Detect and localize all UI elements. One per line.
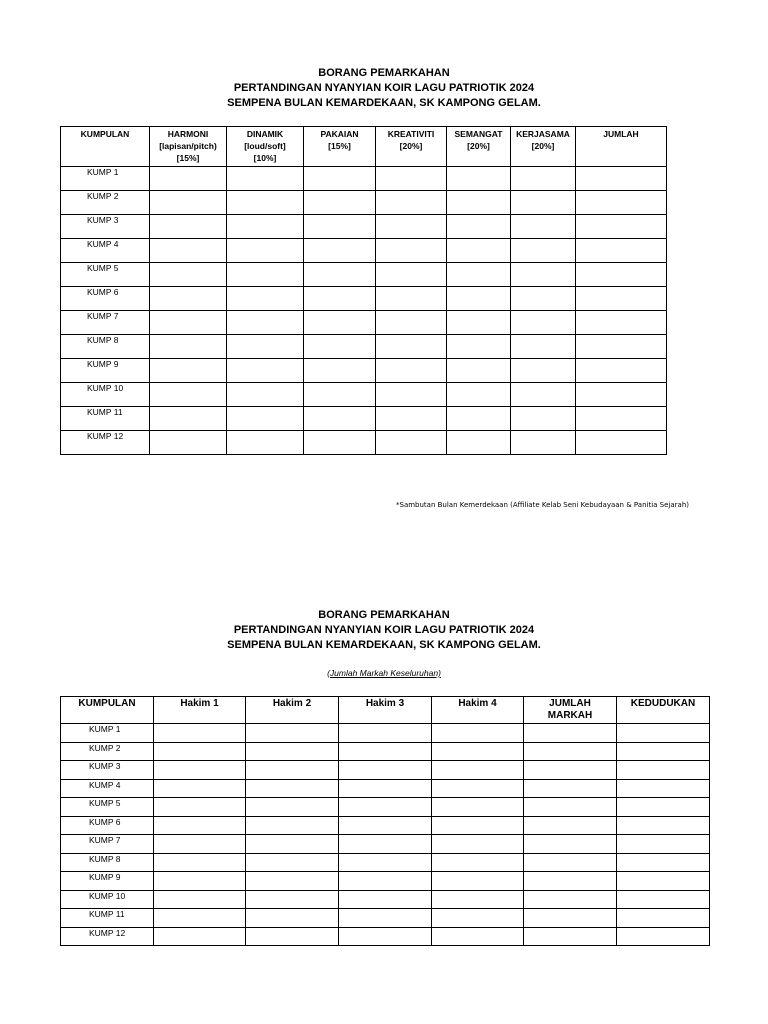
table-row [61,311,667,335]
score-cell[interactable] [617,909,710,928]
score-cell[interactable] [432,779,524,798]
form1-title [0,66,768,111]
footnote: *Sambutan Bulan Kemerdekaan (Affiliate Kelab Seni Kebudayaan & Panitia Sejarah) [396,501,689,509]
group-label: KUMP 3 [61,761,154,780]
score-cell[interactable] [154,835,246,854]
column-header [432,697,524,724]
score-cell[interactable] [227,407,304,431]
group-label: KUMP 10 [61,383,150,407]
table-row [61,191,667,215]
score-cell[interactable] [511,311,576,335]
score-cell[interactable] [524,798,617,817]
score-cell[interactable] [304,287,376,311]
score-cell[interactable] [447,167,511,191]
score-cell[interactable] [154,853,246,872]
column-header-line: KREATIVITI [387,129,435,139]
score-cell[interactable] [304,431,376,455]
score-cell[interactable] [447,431,511,455]
score-cell[interactable] [447,311,511,335]
score-cell[interactable] [376,311,447,335]
score-table-criteria [60,126,667,455]
score-cell[interactable] [376,167,447,191]
score-cell[interactable] [524,890,617,909]
score-cell[interactable] [154,909,246,928]
score-cell[interactable] [447,335,511,359]
score-cell[interactable] [150,383,227,407]
score-cell[interactable] [432,742,524,761]
table-row [61,239,667,263]
score-cell[interactable] [246,816,339,835]
column-header [304,127,376,167]
group-label: KUMP 11 [61,909,154,928]
column-header [576,127,667,167]
form2-title-line: SEMPENA BULAN KEMARDEKAAN, SK KAMPONG GELAM. [227,639,541,651]
score-cell[interactable] [246,853,339,872]
score-cell[interactable] [576,407,667,431]
column-header-line: Hakim 3 [365,698,405,709]
score-cell[interactable] [304,407,376,431]
group-label: KUMP 8 [61,335,150,359]
score-cell[interactable] [432,872,524,891]
column-header-line: Hakim 1 [180,698,219,709]
score-cell[interactable] [447,239,511,263]
score-cell[interactable] [246,890,339,909]
table-row [61,779,710,798]
score-cell[interactable] [227,263,304,287]
group-label: KUMP 1 [61,167,150,191]
score-cell[interactable] [154,816,246,835]
score-cell[interactable] [246,927,339,946]
score-cell[interactable] [617,872,710,891]
table-header-row [61,127,667,167]
score-cell[interactable] [339,761,432,780]
table-row [61,383,667,407]
column-header [524,697,617,724]
score-cell[interactable] [524,909,617,928]
score-cell[interactable] [511,287,576,311]
table-row [61,890,710,909]
score-cell[interactable] [376,215,447,239]
score-cell[interactable] [432,890,524,909]
form1-title-line: BORANG PEMARKAHAN [318,67,450,79]
score-cell[interactable] [576,335,667,359]
score-cell[interactable] [511,383,576,407]
column-header-line: [lapisan/pitch) [159,141,217,151]
group-label: KUMP 6 [61,287,150,311]
column-header-line: KEDUDUKAN [630,698,696,709]
score-cell[interactable] [617,927,710,946]
score-cell[interactable] [154,890,246,909]
score-cell[interactable] [617,853,710,872]
column-header-line: SEMANGAT [454,129,503,139]
column-header-line: KUMPULAN [80,129,130,139]
column-header [246,697,339,724]
score-cell[interactable] [617,890,710,909]
score-cell[interactable] [150,407,227,431]
score-cell[interactable] [246,724,339,743]
score-cell[interactable] [576,215,667,239]
column-header [154,697,246,724]
score-cell[interactable] [246,779,339,798]
score-cell[interactable] [524,761,617,780]
form2-title-line: BORANG PEMARKAHAN [318,609,450,621]
score-cell[interactable] [154,927,246,946]
group-label: KUMP 8 [61,853,154,872]
score-cell[interactable] [432,853,524,872]
score-cell[interactable] [339,853,432,872]
group-label: KUMP 9 [61,359,150,383]
score-cell[interactable] [617,798,710,817]
score-cell[interactable] [524,816,617,835]
score-cell[interactable] [432,761,524,780]
score-cell[interactable] [150,359,227,383]
score-cell[interactable] [339,909,432,928]
column-header [227,127,304,167]
table-row [61,853,710,872]
score-cell[interactable] [511,215,576,239]
score-cell[interactable] [304,359,376,383]
score-cell[interactable] [617,724,710,743]
group-label: KUMP 6 [61,816,154,835]
score-cell[interactable] [576,167,667,191]
score-cell[interactable] [227,215,304,239]
score-cell[interactable] [524,724,617,743]
table-row [61,407,667,431]
column-header [511,127,576,167]
score-cell[interactable] [246,835,339,854]
score-cell[interactable] [154,724,246,743]
form1-title-line: PERTANDINGAN NYANYIAN KOIR LAGU PATRIOTIK 2024 [233,82,535,94]
score-cell[interactable] [246,742,339,761]
column-header-line: [20%] [399,141,423,151]
score-cell[interactable] [511,167,576,191]
table-row [61,359,667,383]
score-cell[interactable] [432,816,524,835]
form1-title-line: SEMPENA BULAN KEMARDEKAAN, SK KAMPONG GELAM. [227,97,541,109]
group-label: KUMP 12 [61,431,150,455]
column-header [376,127,447,167]
score-cell[interactable] [154,761,246,780]
score-cell[interactable] [154,742,246,761]
score-cell[interactable] [339,742,432,761]
score-cell[interactable] [376,239,447,263]
score-cell[interactable] [617,816,710,835]
score-cell[interactable] [376,407,447,431]
score-cell[interactable] [227,383,304,407]
table-row [61,724,710,743]
score-cell[interactable] [150,191,227,215]
group-label: KUMP 12 [61,927,154,946]
table-row [61,263,667,287]
score-cell[interactable] [304,263,376,287]
score-cell[interactable] [511,359,576,383]
column-header-line: JUMLAH [549,698,591,709]
score-cell[interactable] [227,359,304,383]
table-row [61,287,667,311]
group-label: KUMP 9 [61,872,154,891]
score-cell[interactable] [576,383,667,407]
column-header [447,127,511,167]
score-cell[interactable] [304,383,376,407]
table-row [61,335,667,359]
column-header-line: MARKAH [547,710,593,721]
score-cell[interactable] [576,287,667,311]
score-cell[interactable] [246,761,339,780]
score-cell[interactable] [432,835,524,854]
group-label: KUMP 7 [61,311,150,335]
table-row [61,927,710,946]
table-row [61,909,710,928]
table-row [61,431,667,455]
score-cell[interactable] [617,761,710,780]
score-cell[interactable] [511,263,576,287]
table-row [61,798,710,817]
score-cell[interactable] [227,311,304,335]
score-cell[interactable] [524,742,617,761]
column-header [339,697,432,724]
score-cell[interactable] [304,335,376,359]
score-cell[interactable] [447,383,511,407]
score-cell[interactable] [246,872,339,891]
score-cell[interactable] [376,335,447,359]
score-cell[interactable] [227,335,304,359]
column-header-line: KUMPULAN [78,698,136,709]
score-cell[interactable] [150,431,227,455]
score-cell[interactable] [339,798,432,817]
score-cell[interactable] [376,359,447,383]
score-cell[interactable] [447,263,511,287]
column-header-line: DINAMIK [246,129,284,139]
score-cell[interactable] [304,167,376,191]
score-cell[interactable] [150,287,227,311]
score-cell[interactable] [150,239,227,263]
table-header-row [61,697,710,724]
score-cell[interactable] [376,287,447,311]
score-cell[interactable] [617,779,710,798]
score-cell[interactable] [524,927,617,946]
score-cell[interactable] [576,359,667,383]
score-cell[interactable] [617,742,710,761]
table-row [61,872,710,891]
group-label: KUMP 3 [61,215,150,239]
score-cell[interactable] [524,853,617,872]
column-header-line: HARMONI [167,129,209,139]
score-cell[interactable] [339,890,432,909]
score-cell[interactable] [524,835,617,854]
score-cell[interactable] [376,263,447,287]
column-header-line: Hakim 2 [272,698,312,709]
score-cell[interactable] [227,167,304,191]
column-header-line: Hakim 4 [458,698,497,709]
score-cell[interactable] [524,872,617,891]
score-cell[interactable] [447,407,511,431]
score-cell[interactable] [511,239,576,263]
score-cell[interactable] [150,335,227,359]
score-cell[interactable] [339,779,432,798]
score-cell[interactable] [304,311,376,335]
group-label: KUMP 5 [61,263,150,287]
score-cell[interactable] [150,263,227,287]
score-cell[interactable] [154,872,246,891]
score-cell[interactable] [339,835,432,854]
score-cell[interactable] [227,431,304,455]
score-cell[interactable] [376,431,447,455]
score-cell[interactable] [432,798,524,817]
group-label: KUMP 11 [61,407,150,431]
column-header-line: [15%] [176,153,200,163]
score-cell[interactable] [304,191,376,215]
column-header-line: [15%] [328,141,351,151]
column-header-line: [20%] [531,141,555,151]
score-table-total [60,696,710,946]
score-cell[interactable] [304,215,376,239]
score-cell[interactable] [154,798,246,817]
group-label: KUMP 7 [61,835,154,854]
score-cell[interactable] [576,263,667,287]
score-cell[interactable] [304,239,376,263]
group-label: KUMP 4 [61,239,150,263]
group-label: KUMP 2 [61,742,154,761]
score-cell[interactable] [150,167,227,191]
group-label: KUMP 1 [61,724,154,743]
score-cell[interactable] [511,431,576,455]
score-cell[interactable] [339,927,432,946]
score-cell[interactable] [447,359,511,383]
form2-subtitle: (Jumlah Markah Keseluruhan) [327,668,441,678]
form2-title [0,608,768,653]
score-cell[interactable] [432,724,524,743]
score-cell[interactable] [511,335,576,359]
score-cell[interactable] [150,215,227,239]
score-cell[interactable] [246,798,339,817]
column-header-line: PAKAIAN [320,129,359,139]
column-header [617,697,710,724]
score-cell[interactable] [154,779,246,798]
group-label: KUMP 10 [61,890,154,909]
score-cell[interactable] [432,909,524,928]
score-cell[interactable] [339,816,432,835]
score-cell[interactable] [227,191,304,215]
score-cell[interactable] [576,239,667,263]
score-cell[interactable] [246,909,339,928]
score-cell[interactable] [227,287,304,311]
table-row [61,215,667,239]
score-cell[interactable] [511,191,576,215]
score-cell[interactable] [432,927,524,946]
column-header-line: KERJASAMA [516,129,570,139]
score-cell[interactable] [576,431,667,455]
form2-title-line: PERTANDINGAN NYANYIAN KOIR LAGU PATRIOTIK 2024 [233,624,535,636]
column-header [61,127,150,167]
column-header-line: [loud/soft] [244,141,286,151]
score-cell[interactable] [447,287,511,311]
column-header-line: JUMLAH [603,129,639,139]
score-cell[interactable] [339,872,432,891]
group-label: KUMP 5 [61,798,154,817]
group-label: KUMP 4 [61,779,154,798]
score-cell[interactable] [511,407,576,431]
group-label: KUMP 2 [61,191,150,215]
column-header-line: [10%] [253,153,277,163]
score-cell[interactable] [524,779,617,798]
table-row [61,742,710,761]
column-header [61,697,154,724]
table-row [61,761,710,780]
score-cell[interactable] [447,215,511,239]
score-cell[interactable] [447,191,511,215]
table-row [61,835,710,854]
column-header-line: [20%] [467,141,490,151]
score-cell[interactable] [376,191,447,215]
score-cell[interactable] [227,239,304,263]
score-cell[interactable] [376,383,447,407]
table-row [61,816,710,835]
column-header [150,127,227,167]
table-row [61,167,667,191]
score-cell[interactable] [339,724,432,743]
score-cell[interactable] [576,191,667,215]
score-cell[interactable] [617,835,710,854]
score-cell[interactable] [576,311,667,335]
score-cell[interactable] [150,311,227,335]
